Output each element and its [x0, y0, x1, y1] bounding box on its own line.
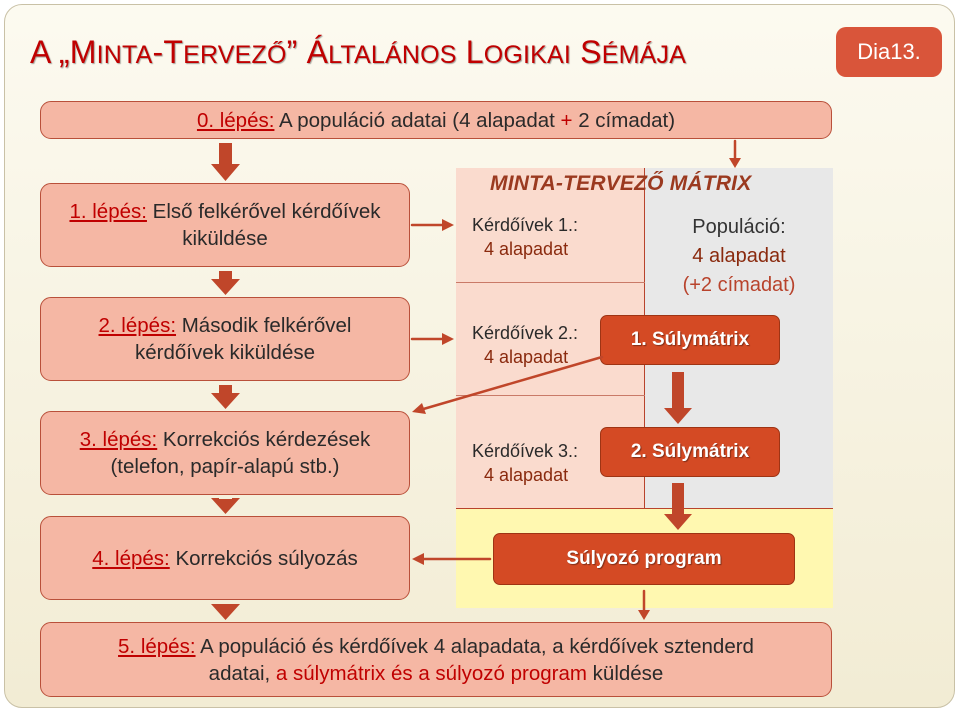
weight-matrix-1-button[interactable]: 1. Súlymátrix: [600, 315, 780, 365]
arrow-step3-to-step4: [211, 498, 240, 514]
step-3-line-2: (telefon, papír-alapú stb.): [110, 455, 340, 478]
cell-value: 4 alapadat: [484, 347, 569, 367]
step-label: 2. lépés:: [98, 314, 177, 337]
step-label: 4. lépés:: [92, 546, 170, 570]
step-label: 1. lépés:: [69, 200, 147, 223]
weighting-program-button[interactable]: Súlyozó program: [493, 533, 795, 585]
slide-title: A „MINTA-TERVEZŐ” ÁLTALÁNOS LOGIKAI SÉMÁJA: [30, 34, 687, 70]
step-1-line-2: kiküldése: [182, 227, 268, 250]
arrow-step2-to-step3: [211, 385, 240, 409]
weight-matrix-2-button[interactable]: 2. Súlymátrix: [600, 427, 780, 477]
cell-label: Kérdőívek 2.:: [472, 323, 579, 343]
step-3-line-1: 3. lépés: Korrekciós kérdezések: [79, 428, 371, 451]
step-5-line-2: adatai, a súlymátrix és a súlyozó program küldése: [208, 661, 664, 685]
slide-number-badge: Dia13.: [836, 27, 942, 77]
cell-label: Kérdőívek 1.:: [472, 215, 579, 235]
step-4-text: 4. lépés: Korrekciós súlyozás: [92, 546, 358, 570]
step-label: 0. lépés:: [196, 108, 275, 132]
step-label: 3. lépés:: [79, 428, 158, 451]
population-extra: (+2 címadat): [682, 274, 796, 296]
arrow-weight2-to-program: [664, 483, 692, 530]
step-2-line-1: 2. lépés: Második felkérővel: [98, 314, 352, 337]
cell-label: Kérdőívek 3.:: [472, 441, 579, 461]
step-label: 5. lépés:: [118, 634, 196, 658]
population-label: Populáció:: [692, 216, 786, 238]
step-1-line-1: 1. lépés: Első felkérővel kérdőívek: [69, 200, 381, 223]
step-5-line-1: 5. lépés: A populáció és kérdőívek 4 alapadata, a kérdőívek sztenderd: [118, 634, 754, 658]
matrix-title: MINTA-TERVEZŐ MÁTRIX: [490, 172, 752, 195]
arrow-weight1-to-weight2: [664, 372, 692, 424]
population-value: 4 alapadat: [692, 245, 786, 267]
cell-value: 4 alapadat: [484, 239, 569, 259]
arrow-matrix-to-step3: [420, 357, 602, 410]
arrow-step0-to-step1: [211, 143, 240, 181]
arrow-step4-to-step5: [211, 604, 240, 620]
cell-value: 4 alapadat: [484, 465, 569, 485]
step-2-line-2: kérdőívek kiküldése: [134, 341, 316, 364]
step-0-text: 0. lépés: A populáció adatai (4 alapadat + 2 címadat): [196, 108, 676, 132]
arrow-step1-to-step2: [211, 271, 240, 295]
